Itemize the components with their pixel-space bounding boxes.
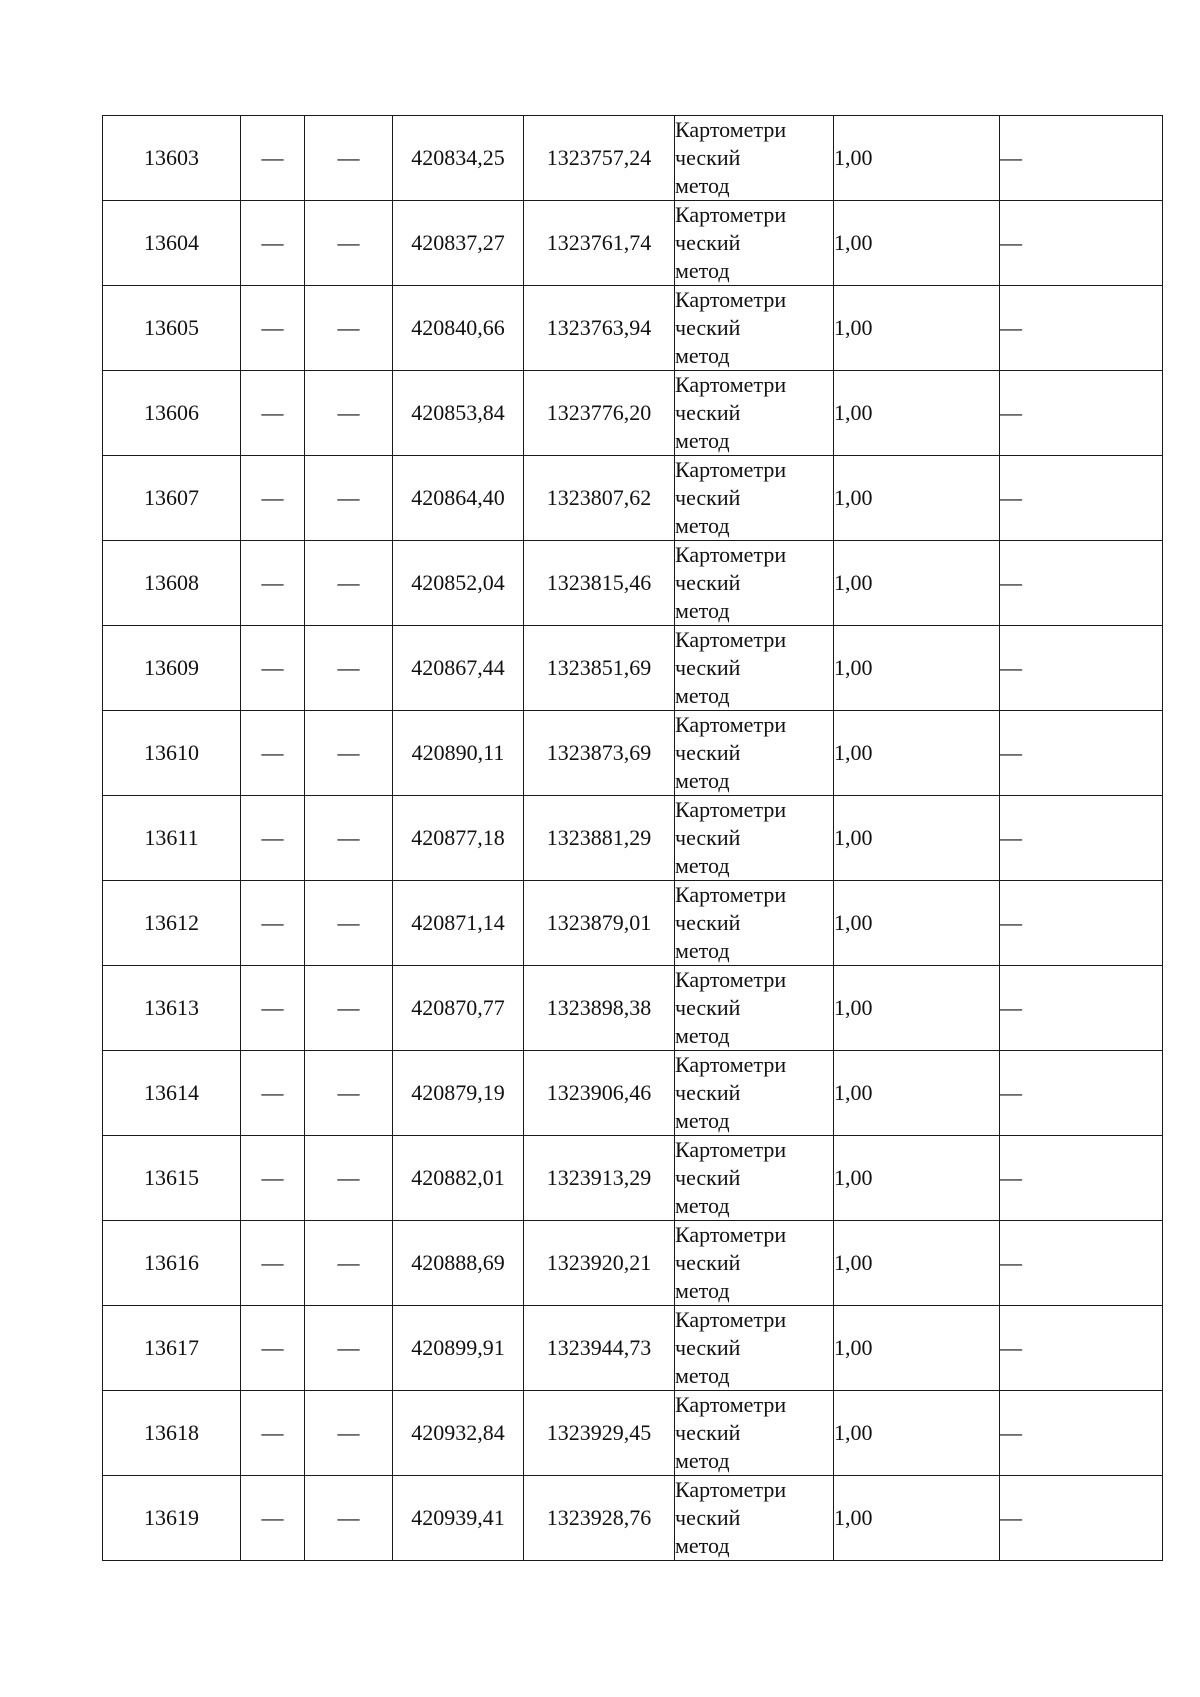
x-coordinate-cell: 420852,04	[393, 541, 524, 626]
point-number-cell: 13604	[103, 201, 241, 286]
x-coordinate-cell: 420864,40	[393, 456, 524, 541]
empty-dash-cell: —	[305, 966, 393, 1051]
accuracy-cell: 1,00	[834, 541, 1000, 626]
y-coordinate-cell: 1323928,76	[524, 1476, 675, 1561]
empty-dash-cell: —	[241, 1476, 305, 1561]
empty-dash-cell: —	[241, 371, 305, 456]
table-row	[103, 371, 1163, 456]
empty-dash-cell: —	[1000, 201, 1163, 286]
accuracy-cell: 1,00	[834, 286, 1000, 371]
table-row	[103, 626, 1163, 711]
coordinates-table	[102, 115, 1163, 1561]
method-cell	[675, 201, 834, 286]
x-coordinate-cell: 420853,84	[393, 371, 524, 456]
accuracy-cell: 1,00	[834, 711, 1000, 796]
y-coordinate-cell: 1323920,21	[524, 1221, 675, 1306]
accuracy-cell: 1,00	[834, 881, 1000, 966]
method-cell	[675, 626, 834, 711]
empty-dash-cell: —	[1000, 1051, 1163, 1136]
method-cell	[675, 541, 834, 626]
x-coordinate-cell: 420877,18	[393, 796, 524, 881]
empty-dash-cell: —	[1000, 1306, 1163, 1391]
empty-dash-cell: —	[1000, 371, 1163, 456]
empty-dash-cell: —	[241, 201, 305, 286]
empty-dash-cell: —	[241, 796, 305, 881]
empty-dash-cell: —	[305, 881, 393, 966]
x-coordinate-cell: 420840,66	[393, 286, 524, 371]
table-row	[103, 711, 1163, 796]
accuracy-cell: 1,00	[834, 1306, 1000, 1391]
empty-dash-cell: —	[305, 116, 393, 201]
y-coordinate-cell: 1323929,45	[524, 1391, 675, 1476]
point-number-cell: 13619	[103, 1476, 241, 1561]
empty-dash-cell: —	[1000, 711, 1163, 796]
table-row	[103, 201, 1163, 286]
empty-dash-cell: —	[1000, 626, 1163, 711]
point-number-cell: 13606	[103, 371, 241, 456]
y-coordinate-cell: 1323944,73	[524, 1306, 675, 1391]
table-row	[103, 1391, 1163, 1476]
method-text: Картометри ческий метод	[675, 712, 787, 793]
empty-dash-cell: —	[305, 201, 393, 286]
x-coordinate-cell: 420879,19	[393, 1051, 524, 1136]
table-row	[103, 1306, 1163, 1391]
empty-dash-cell: —	[241, 1306, 305, 1391]
empty-dash-cell: —	[305, 796, 393, 881]
x-coordinate-cell: 420932,84	[393, 1391, 524, 1476]
empty-dash-cell: —	[305, 1476, 393, 1561]
y-coordinate-cell: 1323913,29	[524, 1136, 675, 1221]
accuracy-cell: 1,00	[834, 116, 1000, 201]
x-coordinate-cell: 420870,77	[393, 966, 524, 1051]
empty-dash-cell: —	[1000, 796, 1163, 881]
empty-dash-cell: —	[305, 456, 393, 541]
point-number-cell: 13613	[103, 966, 241, 1051]
y-coordinate-cell: 1323881,29	[524, 796, 675, 881]
y-coordinate-cell: 1323776,20	[524, 371, 675, 456]
table-body	[103, 116, 1163, 1561]
point-number-cell: 13612	[103, 881, 241, 966]
table-row	[103, 881, 1163, 966]
empty-dash-cell: —	[241, 1051, 305, 1136]
method-text: Картометри ческий метод	[675, 1392, 787, 1473]
point-number-cell: 13615	[103, 1136, 241, 1221]
method-cell	[675, 1221, 834, 1306]
empty-dash-cell: —	[1000, 456, 1163, 541]
y-coordinate-cell: 1323873,69	[524, 711, 675, 796]
method-text: Картометри ческий метод	[675, 967, 787, 1048]
x-coordinate-cell: 420939,41	[393, 1476, 524, 1561]
x-coordinate-cell: 420888,69	[393, 1221, 524, 1306]
accuracy-cell: 1,00	[834, 371, 1000, 456]
table-row	[103, 116, 1163, 201]
table-row	[103, 456, 1163, 541]
point-number-cell: 13617	[103, 1306, 241, 1391]
empty-dash-cell: —	[305, 1051, 393, 1136]
point-number-cell: 13603	[103, 116, 241, 201]
empty-dash-cell: —	[241, 1136, 305, 1221]
point-number-cell: 13618	[103, 1391, 241, 1476]
method-text: Картометри ческий метод	[675, 1052, 787, 1133]
accuracy-cell: 1,00	[834, 456, 1000, 541]
empty-dash-cell: —	[241, 456, 305, 541]
point-number-cell: 13609	[103, 626, 241, 711]
method-cell	[675, 286, 834, 371]
document-page	[102, 115, 1162, 1561]
empty-dash-cell: —	[241, 966, 305, 1051]
method-text: Картометри ческий метод	[675, 372, 787, 453]
point-number-cell: 13605	[103, 286, 241, 371]
method-cell	[675, 456, 834, 541]
empty-dash-cell: —	[1000, 1136, 1163, 1221]
method-text: Картометри ческий метод	[675, 1137, 787, 1218]
empty-dash-cell: —	[241, 711, 305, 796]
x-coordinate-cell: 420837,27	[393, 201, 524, 286]
table-row	[103, 286, 1163, 371]
accuracy-cell: 1,00	[834, 1391, 1000, 1476]
empty-dash-cell: —	[305, 1136, 393, 1221]
method-text: Картометри ческий метод	[675, 117, 787, 198]
empty-dash-cell: —	[305, 371, 393, 456]
empty-dash-cell: —	[241, 286, 305, 371]
table-row	[103, 796, 1163, 881]
y-coordinate-cell: 1323761,74	[524, 201, 675, 286]
method-cell	[675, 371, 834, 456]
point-number-cell: 13611	[103, 796, 241, 881]
point-number-cell: 13607	[103, 456, 241, 541]
empty-dash-cell: —	[241, 626, 305, 711]
method-text: Картометри ческий метод	[675, 797, 787, 878]
empty-dash-cell: —	[305, 1391, 393, 1476]
table-row	[103, 1476, 1163, 1561]
table-row	[103, 1051, 1163, 1136]
accuracy-cell: 1,00	[834, 1221, 1000, 1306]
empty-dash-cell: —	[305, 1221, 393, 1306]
empty-dash-cell: —	[305, 286, 393, 371]
method-text: Картометри ческий метод	[675, 1477, 787, 1558]
method-text: Картометри ческий метод	[675, 202, 787, 283]
empty-dash-cell: —	[305, 626, 393, 711]
method-cell	[675, 796, 834, 881]
y-coordinate-cell: 1323879,01	[524, 881, 675, 966]
point-number-cell: 13610	[103, 711, 241, 796]
method-text: Картометри ческий метод	[675, 882, 787, 963]
x-coordinate-cell: 420882,01	[393, 1136, 524, 1221]
empty-dash-cell: —	[1000, 1221, 1163, 1306]
accuracy-cell: 1,00	[834, 626, 1000, 711]
method-text: Картометри ческий метод	[675, 627, 787, 708]
table-row	[103, 966, 1163, 1051]
accuracy-cell: 1,00	[834, 796, 1000, 881]
method-cell	[675, 1051, 834, 1136]
accuracy-cell: 1,00	[834, 1476, 1000, 1561]
method-cell	[675, 116, 834, 201]
empty-dash-cell: —	[1000, 541, 1163, 626]
y-coordinate-cell: 1323763,94	[524, 286, 675, 371]
table-row	[103, 1221, 1163, 1306]
x-coordinate-cell: 420834,25	[393, 116, 524, 201]
x-coordinate-cell: 420890,11	[393, 711, 524, 796]
table-row	[103, 1136, 1163, 1221]
empty-dash-cell: —	[1000, 1391, 1163, 1476]
empty-dash-cell: —	[305, 711, 393, 796]
method-cell	[675, 1306, 834, 1391]
method-text: Картометри ческий метод	[675, 287, 787, 368]
y-coordinate-cell: 1323815,46	[524, 541, 675, 626]
method-cell	[675, 881, 834, 966]
x-coordinate-cell: 420871,14	[393, 881, 524, 966]
method-text: Картометри ческий метод	[675, 1222, 787, 1303]
point-number-cell: 13608	[103, 541, 241, 626]
accuracy-cell: 1,00	[834, 1136, 1000, 1221]
method-text: Картометри ческий метод	[675, 1307, 787, 1388]
x-coordinate-cell: 420899,91	[393, 1306, 524, 1391]
empty-dash-cell: —	[241, 881, 305, 966]
method-text: Картометри ческий метод	[675, 542, 787, 623]
accuracy-cell: 1,00	[834, 966, 1000, 1051]
empty-dash-cell: —	[241, 116, 305, 201]
empty-dash-cell: —	[1000, 116, 1163, 201]
method-cell	[675, 1476, 834, 1561]
method-cell	[675, 1391, 834, 1476]
point-number-cell: 13614	[103, 1051, 241, 1136]
empty-dash-cell: —	[1000, 286, 1163, 371]
method-text: Картометри ческий метод	[675, 457, 787, 538]
method-cell	[675, 966, 834, 1051]
x-coordinate-cell: 420867,44	[393, 626, 524, 711]
empty-dash-cell: —	[305, 541, 393, 626]
empty-dash-cell: —	[241, 541, 305, 626]
table-row	[103, 541, 1163, 626]
empty-dash-cell: —	[305, 1306, 393, 1391]
point-number-cell: 13616	[103, 1221, 241, 1306]
accuracy-cell: 1,00	[834, 1051, 1000, 1136]
accuracy-cell: 1,00	[834, 201, 1000, 286]
y-coordinate-cell: 1323757,24	[524, 116, 675, 201]
empty-dash-cell: —	[1000, 1476, 1163, 1561]
empty-dash-cell: —	[241, 1221, 305, 1306]
empty-dash-cell: —	[1000, 966, 1163, 1051]
y-coordinate-cell: 1323807,62	[524, 456, 675, 541]
empty-dash-cell: —	[241, 1391, 305, 1476]
y-coordinate-cell: 1323898,38	[524, 966, 675, 1051]
method-cell	[675, 1136, 834, 1221]
method-cell	[675, 711, 834, 796]
y-coordinate-cell: 1323851,69	[524, 626, 675, 711]
y-coordinate-cell: 1323906,46	[524, 1051, 675, 1136]
empty-dash-cell: —	[1000, 881, 1163, 966]
